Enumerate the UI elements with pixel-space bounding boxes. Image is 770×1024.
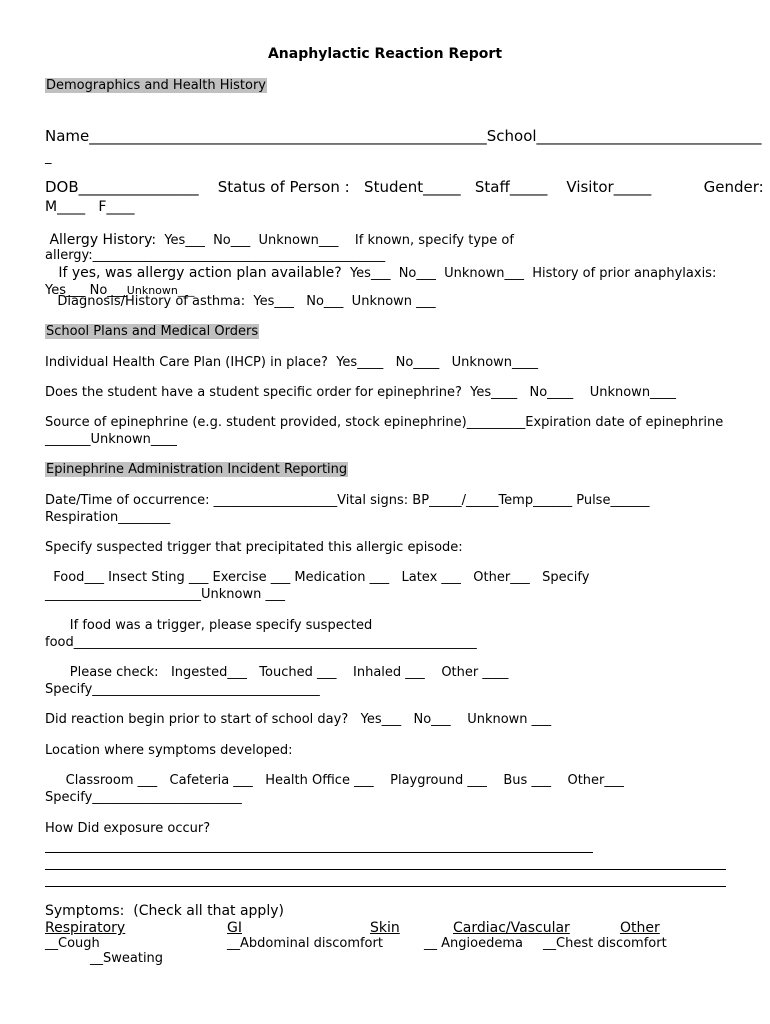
- ihcp-line[interactable]: Individual Health Care Plan (IHCP) in place? Yes____ No____ Unknown____: [45, 355, 539, 370]
- symptom-sweating[interactable]: __Sweating: [90, 951, 164, 966]
- allergy-type-line[interactable]: allergy:_____________________________________________: [45, 248, 386, 263]
- allergy-history-line[interactable]: [45, 229, 514, 248]
- trigger-question: Specify suspected trigger that precipitated this allergic episode:: [45, 540, 463, 555]
- location-question: Location where symptoms developed:: [45, 743, 293, 758]
- asthma-line[interactable]: Diagnosis/History of asthma: Yes___ No___ Unknown ___: [45, 294, 436, 309]
- name-school-line[interactable]: Name_____________________________________________________School______________________________: [45, 127, 762, 145]
- symptom-cough[interactable]: __Cough: [45, 936, 100, 951]
- allergy-history-options[interactable]: Yes___ No___ Unknown___ If known, specify type of: [156, 233, 514, 248]
- datetime-vitals-line[interactable]: Date/Time of occurrence: ___________________Vital signs: BP_____/_____Temp______ Pulse______: [45, 493, 650, 508]
- symptoms-col-respiratory: Respiratory: [45, 920, 126, 936]
- name-line-continuation: _: [45, 150, 52, 165]
- symptoms-col-skin: Skin: [370, 920, 400, 936]
- location-specify-line[interactable]: Specify_______________________: [45, 790, 242, 805]
- action-plan-options[interactable]: Yes___ No___ Unknown___ History of prior anaphylaxis:: [341, 266, 717, 281]
- symptoms-col-other: Other: [620, 920, 660, 936]
- action-plan-label: If yes, was allergy action plan available?: [45, 265, 342, 281]
- location-options[interactable]: Classroom ___ Cafeteria ___ Health Office ___ Playground ___ Bus ___ Other___: [45, 773, 624, 788]
- symptom-angioedema[interactable]: __ Angioedema: [424, 936, 523, 951]
- symptoms-col-gi: GI: [227, 920, 242, 936]
- gender-line[interactable]: M____ F____: [45, 199, 135, 215]
- exposure-answer-line-1[interactable]: [45, 852, 593, 853]
- epinephrine-source-line[interactable]: Source of epinephrine (e.g. student provided, stock epinephrine)_________Expiration date of epinephrine: [45, 415, 724, 430]
- exposure-check-line[interactable]: Please check: Ingested___ Touched ___ Inhaled ___ Other ____: [45, 665, 509, 680]
- section-demographics: Demographics and Health History: [46, 78, 267, 93]
- trigger-options-2[interactable]: ________________________Unknown ___: [45, 587, 285, 602]
- epinephrine-order-line[interactable]: Does the student have a student specific order for epinephrine? Yes____ No____ Unknown____: [45, 385, 677, 400]
- symptoms-heading: Symptoms: (Check all that apply): [45, 903, 284, 919]
- prior-anaphylaxis-yes-no[interactable]: Yes___ No___: [45, 283, 127, 298]
- page-title: Anaphylactic Reaction Report: [267, 46, 503, 62]
- exposure-answer-line-3[interactable]: [45, 886, 726, 887]
- exposure-specify-line[interactable]: Specify___________________________________: [45, 682, 320, 697]
- food-trigger-question: If food was a trigger, please specify suspected: [45, 618, 373, 633]
- trigger-options[interactable]: Food___ Insect Sting ___ Exercise ___ Medication ___ Latex ___ Other___ Specify: [45, 570, 590, 585]
- prior-school-day-line[interactable]: Did reaction begin prior to start of school day? Yes___ No___ Unknown ___: [45, 712, 552, 727]
- symptom-abdominal-discomfort[interactable]: __Abdominal discomfort: [227, 936, 383, 951]
- allergy-history-label: Allergy History:: [45, 232, 157, 248]
- prior-anaphylaxis-unknown[interactable]: Unknown___: [126, 284, 195, 297]
- exposure-question: How Did exposure occur?: [45, 821, 211, 836]
- section-school-plans: School Plans and Medical Orders: [46, 324, 259, 339]
- respiration-line[interactable]: Respiration________: [45, 510, 171, 525]
- symptom-chest-discomfort[interactable]: __Chest discomfort: [543, 936, 667, 951]
- food-trigger-line[interactable]: food______________________________________________________________: [45, 635, 477, 650]
- section-epinephrine-incident: Epinephrine Administration Incident Reporting: [46, 462, 348, 477]
- dob-status-line[interactable]: DOB________________ Status of Person : Student_____ Staff_____ Visitor_____ Gender:: [45, 178, 764, 196]
- epinephrine-source-line-2[interactable]: _______Unknown____: [45, 432, 177, 447]
- exposure-answer-line-2[interactable]: [45, 869, 726, 870]
- symptoms-col-cardiac: Cardiac/Vascular: [453, 920, 570, 936]
